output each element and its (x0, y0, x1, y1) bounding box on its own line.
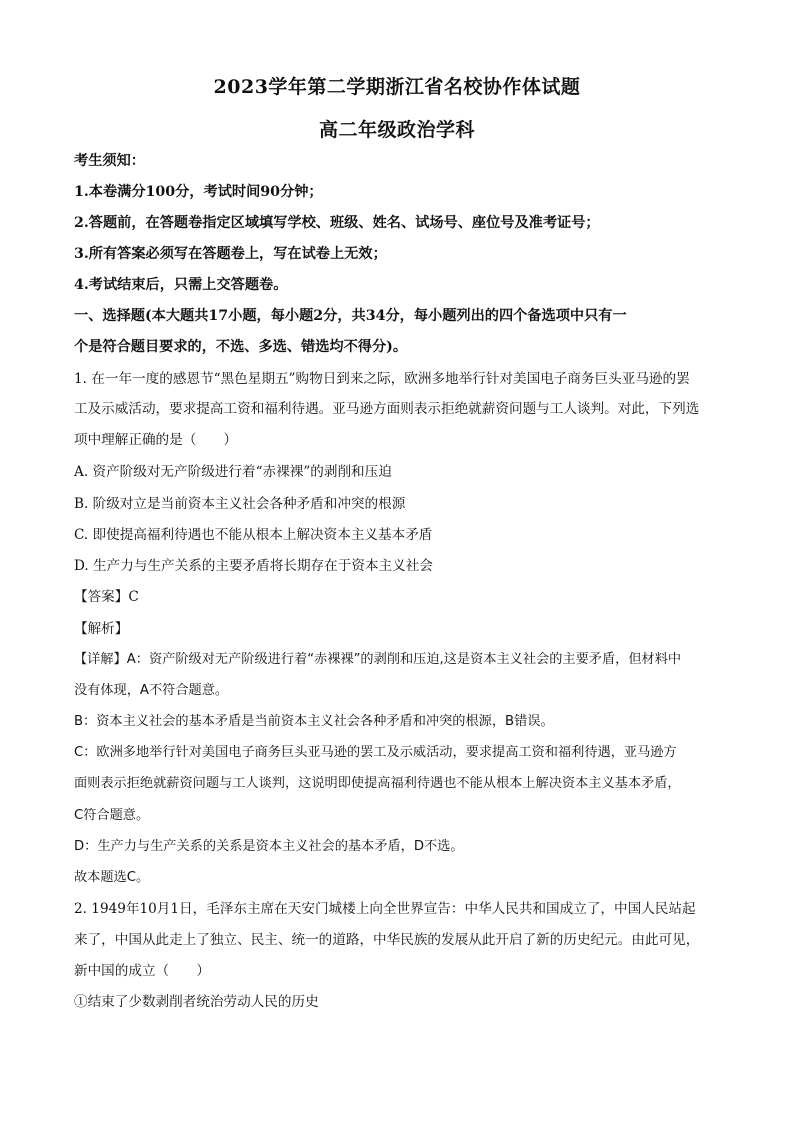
section-heading-line: 一、选择题(本大题共17小题，每小题2分，共34分，每小题列出的四个备选项中只有一 (74, 308, 627, 324)
analysis-line: C：欧洲多地举行针对美国电子商务巨头亚马逊的罢工及示威活动，要求提高工资和福利待遇，亚马逊方 (74, 745, 677, 760)
analysis-line: 【详解】A：资产阶级对无产阶级进行着“赤裸裸”的剥削和压迫,这是资本主义社会的主要矛盾，但材料中 (74, 652, 682, 667)
analysis-label: 【解析】 (74, 621, 129, 637)
notice-item: 1.本卷满分100分，考试时间90分钟； (74, 184, 323, 200)
notice-item: 4.考试结束后，只需上交答题卷。 (74, 277, 288, 293)
question-stem-line: 项中理解正确的是（ ） (74, 432, 238, 448)
question-stem-line: 来了，中国从此走上了独立、民主、统一的道路，中华民族的发展从此开启了新的历史纪元。由此可见， (74, 932, 700, 948)
question-stem-line: 工及示威活动，要求提高工资和福利待遇。亚马逊方面则表示拒绝就薪资问题与工人谈判。对此，下列选 (74, 401, 700, 417)
notice-item: 3.所有答案必须写在答题卷上，写在试卷上无效； (74, 246, 387, 262)
notice-item: 2.答题前，在答题卷指定区域填写学校、班级、姓名、试场号、座位号及准考证号； (74, 215, 600, 231)
answer-label: 【答案】C (74, 589, 139, 605)
analysis-line: 没有体现，A不符合题意。 (74, 683, 229, 698)
option-1: ①结束了少数剥削者统治劳动人民的历史 (74, 994, 319, 1010)
analysis-line: 面则表示拒绝就薪资问题与工人谈判，这说明即使提高福利待遇也不能从根本上解决资本主义基本矛盾， (74, 776, 681, 791)
notice-heading: 考生须知： (74, 153, 145, 169)
analysis-line: C符合题意。 (74, 808, 150, 823)
option-a: A. 资产阶级对无产阶级进行着“赤裸裸”的剥削和压迫 (74, 464, 392, 480)
section-heading-line: 个是符合题目要求的，不选、多选、错选均不得分)。 (74, 339, 408, 355)
analysis-line: 故本题选C。 (74, 870, 150, 885)
option-b: B. 阶级对立是当前资本主义社会各种矛盾和冲突的根源 (74, 496, 406, 512)
exam-subtitle: 高二年级政治学科 (318, 119, 475, 141)
analysis-line: B：资本主义社会的基本矛盾是当前资本主义社会各种矛盾和冲突的根源，B错误。 (74, 714, 554, 729)
exam-title: 2023学年第二学期浙江省名校协作体试题 (213, 76, 581, 98)
question-stem-line: 新中国的成立（ ） (74, 963, 210, 979)
question-stem-line: 1. 在一年一度的感恩节“黑色星期五”购物日到来之际，欧洲多地举行针对美国电子商务巨头亚马逊的罢 (74, 371, 690, 387)
question-stem-line: 2. 1949年10月1日，毛泽东主席在天安门城楼上向全世界宣告：中华人民共和国成立了，中国人民站起 (74, 901, 696, 917)
option-c: C. 即使提高福利待遇也不能从根本上解决资本主义基本矛盾 (74, 527, 433, 543)
analysis-line: D：生产力与生产关系的关系是资本主义社会的基本矛盾，D不选。 (74, 839, 464, 854)
option-d: D. 生产力与生产关系的主要矛盾将长期存在于资本主义社会 (74, 558, 433, 574)
